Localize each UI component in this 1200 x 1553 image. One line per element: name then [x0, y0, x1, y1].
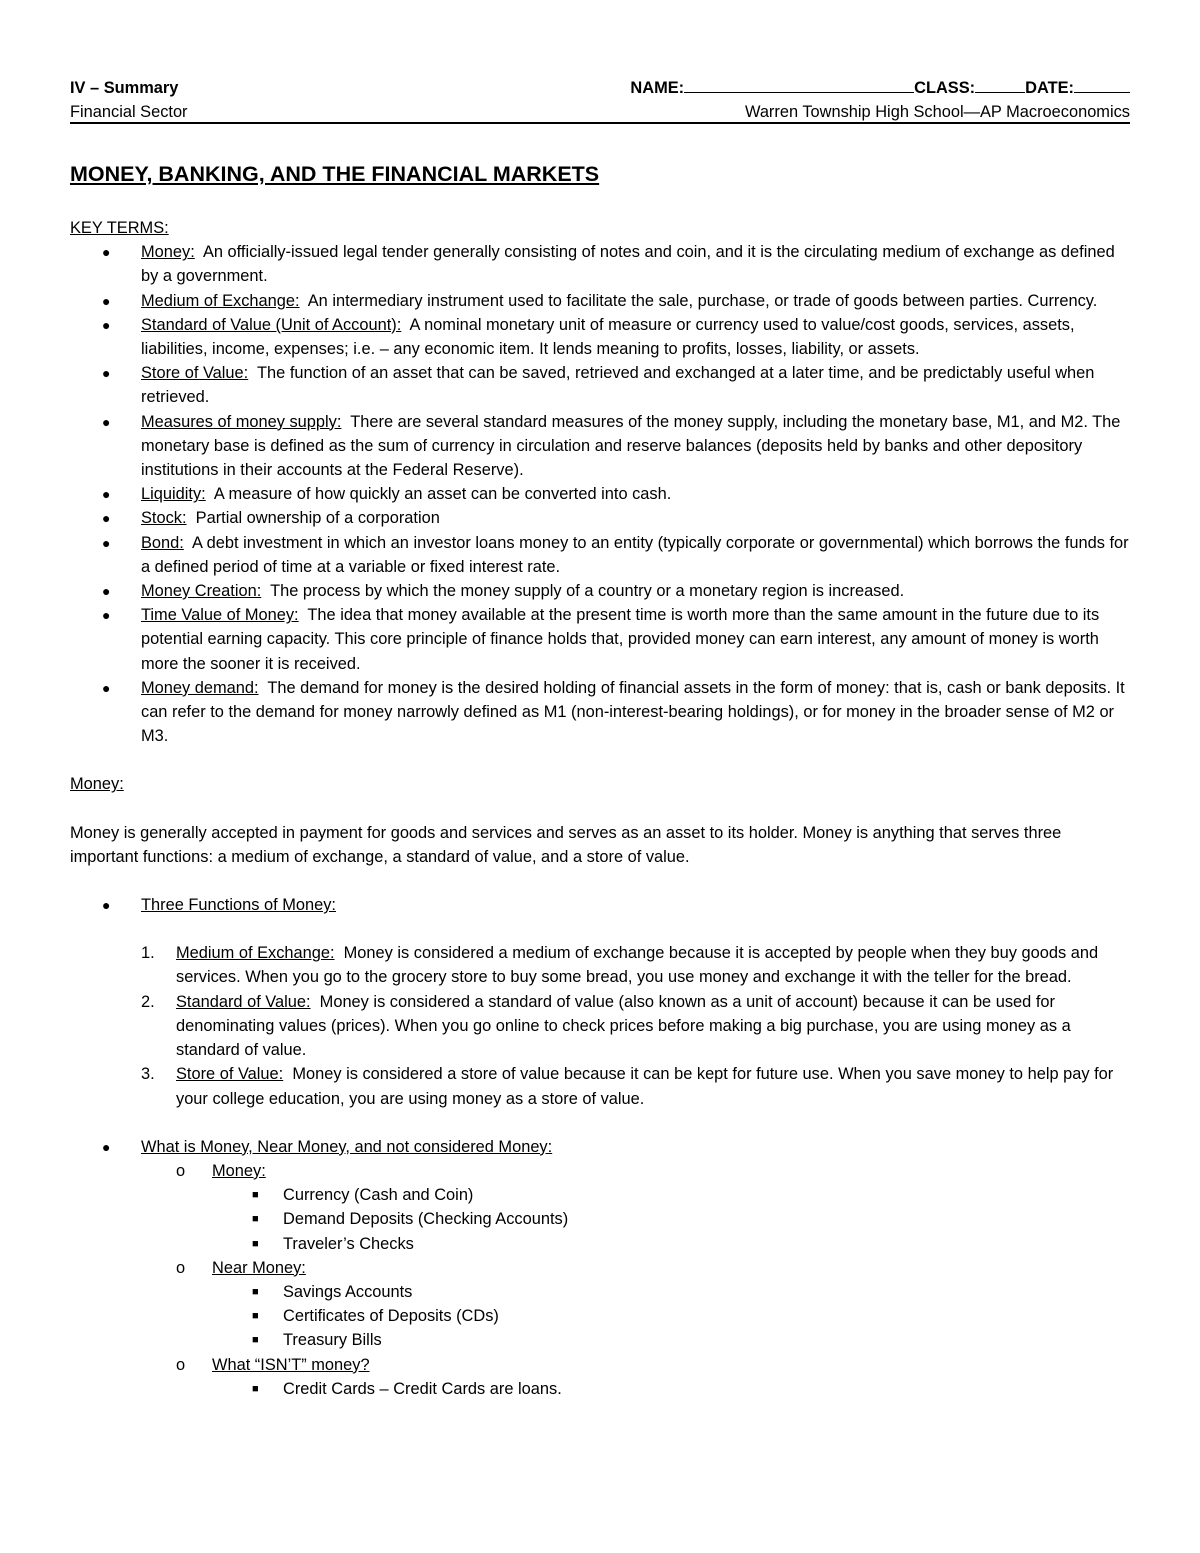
bullet-icon: ●: [102, 897, 111, 914]
bullet-icon: ●: [102, 534, 111, 551]
key-term-label: Liquidity:: [141, 485, 206, 504]
key-term-item: [70, 579, 1132, 603]
key-term-label: Medium of Exchange:: [141, 291, 300, 310]
functions-list: [70, 941, 1132, 1110]
key-term-definition: The process by which the money supply of a country or a monetary region is increased.: [270, 582, 905, 601]
name-blank[interactable]: [684, 76, 914, 93]
circle-bullet-icon: o: [176, 1161, 186, 1180]
what-is-money-heading: What is Money, Near Money, and not considered Money:: [141, 1137, 553, 1156]
school-label: Warren Township High School—AP Macroeconomics: [744, 103, 1130, 121]
bullet-icon: ●: [102, 365, 111, 382]
function-number: 2.: [141, 992, 155, 1011]
money-paragraph: Money is generally accepted in payment for goods and services and serves as an asset to its holder. Money is anything that serves three important functions: a medium of exchange, a standard of value, and a store of value.: [70, 823, 1062, 866]
bullet-icon: ●: [102, 583, 111, 600]
key-term-definition: An intermediary instrument used to facilitate the sale, purchase, or trade of goods between parties. Currency.: [307, 291, 1098, 310]
functions-bullet: [70, 893, 1132, 917]
page-title: MONEY, BANKING, AND THE FINANCIAL MARKETS: [70, 162, 600, 186]
function-text: Money is considered a store of value because it can be kept for future use. When you save money to help pay for your college education, you are using money as a store of value.: [176, 1065, 1114, 1108]
key-term-item: [70, 289, 1132, 313]
key-term-item: [70, 531, 1132, 579]
key-term-label: Standard of Value (Unit of Account):: [141, 315, 402, 334]
bullet-icon: ●: [102, 413, 111, 430]
function-number: 1.: [141, 944, 155, 963]
money-group: [70, 1256, 1132, 1280]
money-group-item: [70, 1280, 1132, 1304]
key-term-item: [70, 240, 1132, 288]
key-term-item: [70, 506, 1132, 530]
function-item: [70, 1062, 1132, 1110]
money-group-item-text: Traveler’s Checks: [283, 1234, 414, 1253]
key-term-item: [70, 603, 1132, 676]
money-group-item: [70, 1183, 1132, 1207]
money-group-item: [70, 1304, 1132, 1328]
key-term-label: Bond:: [141, 533, 184, 552]
key-term-definition: The function of an asset that can be saved, retrieved and exchanged at a later time, and be predictably useful when retrieved.: [141, 364, 1095, 407]
money-group-item-text: Certificates of Deposits (CDs): [283, 1307, 499, 1326]
square-bullet-icon: ■: [252, 1237, 259, 1250]
bullet-icon: ●: [102, 510, 111, 527]
key-term-item: [70, 676, 1132, 749]
money-group-item-text: Savings Accounts: [283, 1282, 413, 1301]
money-groups: [70, 1159, 1132, 1401]
money-group-item-text: Demand Deposits (Checking Accounts): [283, 1210, 569, 1229]
what-is-money-bullet: [70, 1135, 1132, 1159]
square-bullet-icon: ■: [252, 1213, 259, 1226]
function-term: Store of Value:: [176, 1065, 284, 1084]
key-terms-list: [70, 240, 1132, 748]
function-item: [70, 990, 1132, 1063]
bullet-icon: ●: [102, 244, 111, 261]
key-term-label: Money demand:: [141, 678, 259, 697]
money-group-item: [70, 1207, 1132, 1231]
money-group-item-text: Currency (Cash and Coin): [283, 1186, 474, 1205]
money-group-label: Near Money:: [212, 1258, 306, 1277]
key-term-item: [70, 410, 1132, 483]
bullet-icon: ●: [102, 607, 111, 624]
function-term: Standard of Value:: [176, 992, 311, 1011]
unit-label: IV – Summary: [70, 79, 179, 97]
square-bullet-icon: ■: [252, 1334, 259, 1347]
money-group-item-text: Treasury Bills: [283, 1331, 382, 1350]
money-group-item: [70, 1377, 1132, 1401]
date-label: DATE:: [1025, 79, 1074, 97]
key-term-definition: Partial ownership of a corporation: [195, 509, 440, 528]
key-term-label: Stock:: [141, 509, 187, 528]
topic-label: Financial Sector: [70, 103, 188, 121]
key-term-item: [70, 361, 1132, 409]
money-group-item: [70, 1328, 1132, 1352]
function-term: Medium of Exchange:: [176, 944, 335, 963]
bullet-icon: ●: [102, 292, 111, 309]
money-group-label: What “ISN’T” money?: [212, 1355, 370, 1374]
main-content: [70, 216, 1132, 1401]
money-group: [70, 1353, 1132, 1377]
class-blank[interactable]: [975, 76, 1025, 93]
circle-bullet-icon: o: [176, 1355, 186, 1374]
money-heading: Money:: [70, 775, 124, 794]
key-term-definition: There are several standard measures of the money supply, including the monetary base, M1, and M2. The monetary base is defined as the sum of currency in circulation and reserve balances (deposits held by banks and other depository institutions in their accounts at the Federal Reserve).: [141, 412, 1121, 480]
bullet-icon: ●: [102, 1138, 111, 1155]
circle-bullet-icon: o: [176, 1258, 186, 1277]
functions-heading: Three Functions of Money:: [141, 896, 336, 915]
key-term-label: Money:: [141, 243, 195, 262]
key-term-item: [70, 313, 1132, 361]
bullet-icon: ●: [102, 316, 111, 333]
bullet-icon: ●: [102, 486, 111, 503]
key-term-item: [70, 482, 1132, 506]
class-label: CLASS:: [914, 79, 976, 97]
key-term-definition: A debt investment in which an investor loans money to an entity (typically corporate or governmental) which borrows the funds for a defined period of time at a variable or fixed interest rate.: [141, 533, 1129, 576]
money-group-item: [70, 1232, 1132, 1256]
money-group-item-text: Credit Cards – Credit Cards are loans.: [283, 1379, 562, 1398]
bullet-icon: ●: [102, 679, 111, 696]
function-text: Money is considered a medium of exchange because it is accepted by people when they buy goods and services. When you go to the grocery store to buy some bread, you use money and exchange it with the teller for the bread.: [176, 944, 1099, 987]
function-text: Money is considered a standard of value (also known as a unit of account) because it can be used for denominating values (prices). When you go online to check prices before making a big purchase, you are using money as a standard of value.: [176, 992, 1071, 1060]
square-bullet-icon: ■: [252, 1382, 259, 1395]
function-number: 3.: [141, 1065, 155, 1084]
key-term-label: Time Value of Money:: [141, 606, 299, 625]
square-bullet-icon: ■: [252, 1285, 259, 1298]
key-term-label: Store of Value:: [141, 364, 249, 383]
key-term-label: Measures of money supply:: [141, 412, 342, 431]
key-term-definition: The idea that money available at the present time is worth more than the same amount in the future due to its potential earning capacity. This core principle of finance holds that, provided money can earn interest, any amount of money is worth more the sooner it is received.: [141, 606, 1100, 673]
function-item: [70, 941, 1132, 989]
key-term-definition: An officially-issued legal tender generally consisting of notes and coin, and it is the circulating medium of exchange as defined by a government.: [141, 243, 1115, 286]
student-info-fields: [630, 76, 1130, 100]
key-term-definition: The demand for money is the desired holding of financial assets in the form of money: that is, cash or bank deposits. It can refer to the demand for money narrowly defined as M1 (non-interest-bearing holdings), or for money in the broader sense of M2 or M3.: [141, 678, 1125, 746]
square-bullet-icon: ■: [252, 1189, 259, 1202]
key-terms-heading: KEY TERMS:: [70, 219, 169, 237]
key-term-definition: A measure of how quickly an asset can be converted into cash.: [213, 485, 672, 504]
square-bullet-icon: ■: [252, 1310, 259, 1323]
key-term-label: Money Creation:: [141, 582, 262, 601]
header-row-top: [70, 76, 1130, 98]
money-group: [70, 1159, 1132, 1183]
key-term-definition: A nominal monetary unit of measure or currency used to value/cost goods, services, assets, liabilities, income, expenses; i.e. – any economic item. It lends meaning to profits, losses, liability, or assets.: [141, 315, 1075, 359]
name-label: NAME:: [630, 79, 685, 97]
money-group-label: Money:: [212, 1161, 266, 1180]
date-blank[interactable]: [1074, 76, 1130, 93]
header-row-bottom: [70, 100, 1130, 124]
